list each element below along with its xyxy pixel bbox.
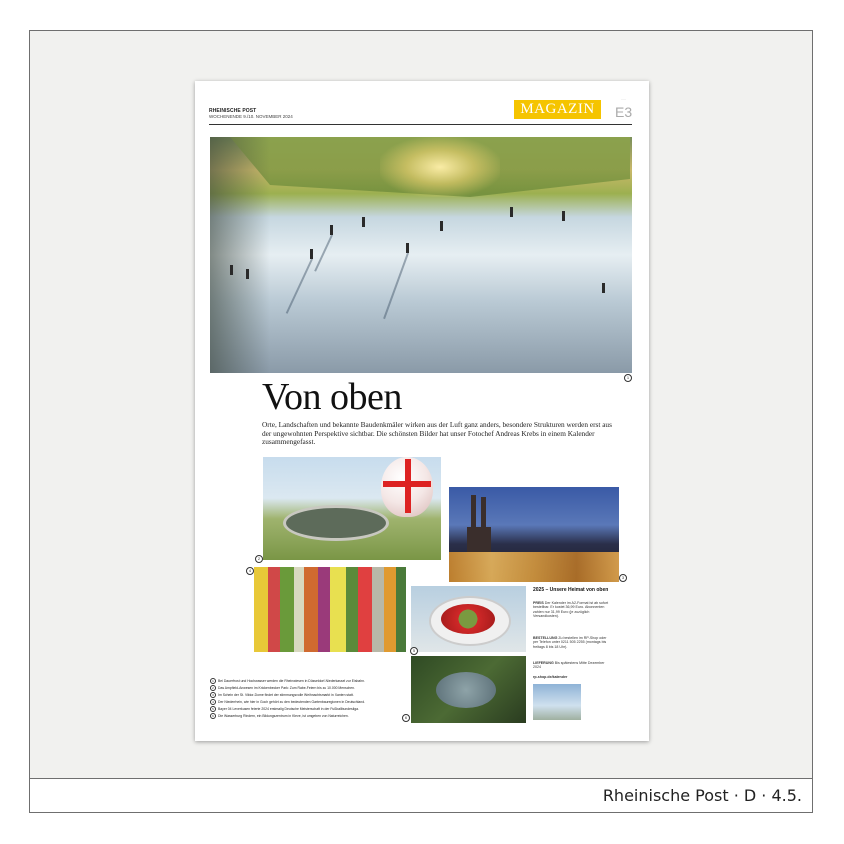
skater-figure: [440, 221, 443, 231]
caption-text: Die Wasserburg Rindern, ein Bildungszentrum in Kleve, ist umgeben von Naturreichen.: [218, 713, 349, 718]
price-label: PREIS: [533, 601, 544, 605]
skater-figure: [246, 269, 249, 279]
caption-4: [210, 699, 365, 705]
field-stripe: [384, 567, 396, 652]
field-stripe: [358, 567, 372, 652]
masthead-name: RHEINISCHE POST: [209, 108, 257, 114]
moat-water: [436, 672, 496, 708]
newspaper-page: [195, 81, 649, 741]
headline: Von oben: [262, 376, 402, 418]
photo-moated-castle: [411, 656, 526, 723]
field-stripe: [318, 567, 330, 652]
caption-number: 5: [210, 706, 216, 712]
delivery-label: LIEFERUNG: [533, 661, 554, 665]
racecourse-arena: [283, 505, 389, 541]
caption-2: [210, 685, 355, 691]
caption-text: Das Ampfield-Anwesen im Krickenbecker Park: Zum Rabe-Feiern bis zu 10.000 Menschen.: [218, 685, 356, 690]
section-label: MAGAZIN: [514, 100, 601, 119]
skater-figure: [602, 283, 605, 293]
skater-shadow: [286, 259, 313, 314]
image-number-1: 1: [624, 374, 632, 382]
field-stripe: [268, 567, 280, 652]
photo-hot-air-balloon: [263, 457, 441, 560]
photo-stadium: [411, 586, 526, 652]
header-rule: [209, 124, 632, 125]
caption-1: [210, 678, 365, 684]
skater-figure: [230, 265, 233, 275]
caption-6: [210, 713, 349, 719]
hero-shade: [210, 137, 270, 373]
field-stripe: [280, 567, 294, 652]
caption-text: Bayer 04 Leverkusen feierte 2024 erstmalig Deutsche Meisterschaft in der Fußballbundesliga.: [218, 706, 359, 711]
caption-number: 3: [210, 692, 216, 698]
source-caption: Rheinische Post · D · 4.5.: [602, 786, 802, 805]
field-stripe: [294, 567, 304, 652]
photo-flower-fields: [254, 567, 406, 652]
source-caption-bar: [29, 778, 813, 813]
caption-text: Der Niederrhein, wie hier in Goch gehört zu den bedeutenden Gartenbauregionen in Deutschland.: [218, 699, 366, 704]
caption-number: 1: [210, 678, 216, 684]
image-number-2: 2: [255, 555, 263, 563]
page-number: E3: [615, 104, 633, 120]
skater-figure: [362, 217, 365, 227]
caption-5: [210, 706, 359, 712]
caption-text: Bei Dauerfrost und Hochwasser werden die Rheinwiesen in Düsseldorf-Niederkassel zur Eisbahn.: [218, 678, 365, 683]
caption-3: [210, 692, 354, 698]
hero-photo-ice-skaters: [210, 137, 632, 373]
field-stripe: [254, 567, 268, 652]
skater-shadow: [383, 253, 409, 319]
image-number-5: 5: [410, 647, 418, 655]
balloon-cross-horizontal: [383, 481, 431, 487]
page-corner-mark: ·····: [621, 97, 626, 101]
skater-figure: [510, 207, 513, 217]
field-stripe: [396, 567, 406, 652]
order-label: BESTELLUNG: [533, 636, 558, 640]
photo-cathedral-christmas-market: [449, 487, 619, 582]
lead-paragraph: Orte, Landschaften und bekannte Baudenkmäler wirken aus der Luft ganz anders, besondere Strukturen werden erst aus der ungewohnten Perspektive sichtbar. Die schönsten Bilder hat unser Fotochef Andreas Krebs in einem Kalender zusammengefasst.: [262, 420, 612, 447]
calendar-box-title: 2025 – Unsere Heimat von oben: [533, 587, 609, 593]
image-number-3: 3: [619, 574, 627, 582]
field-stripe: [372, 567, 384, 652]
caption-number: 6: [210, 713, 216, 719]
image-number-4: 4: [246, 567, 254, 575]
caption-number: 2: [210, 685, 216, 691]
price-text: Der Kalender im A2-Format ist ab sofort bestellbar. Er kostet 36,99 Euro. Abonnenten zahlen nur 31,99 Euro (je zuzüglich Versandkosten).: [533, 601, 609, 619]
hero-sun-glow: [380, 137, 500, 197]
calendar-delivery: [533, 661, 611, 670]
masthead-date: WOCHENENDE 9./10. NOVEMBER 2024: [209, 114, 293, 119]
caption-number: 4: [210, 699, 216, 705]
caption-text: Im Schein der St. Viktor-Dome findet der stimmungsvolle Weihnachtsmarkt in Xanten statt.: [218, 692, 354, 697]
delivery-text: Bis spätestens Mitte Dezember 2024: [533, 661, 605, 670]
market-lights: [449, 552, 619, 582]
cathedral-body: [467, 527, 491, 553]
field-stripe: [346, 567, 358, 652]
image-number-6: 6: [402, 714, 410, 722]
field-stripe: [330, 567, 346, 652]
field-stripe: [304, 567, 318, 652]
order-text: Zu bestellen im RP-Shop oder per Telefon unter 0211 505 2255 (montags bis freitags 8 bis 18 Uhr).: [533, 636, 607, 649]
shop-link[interactable]: rp-shop.de/kalender: [533, 675, 568, 679]
stadium-stands: [441, 604, 495, 634]
calendar-price: [533, 601, 611, 619]
photo-calendar-cover: [533, 684, 581, 720]
skater-figure: [562, 211, 565, 221]
calendar-order: [533, 636, 611, 649]
skater-shadow: [314, 235, 333, 272]
